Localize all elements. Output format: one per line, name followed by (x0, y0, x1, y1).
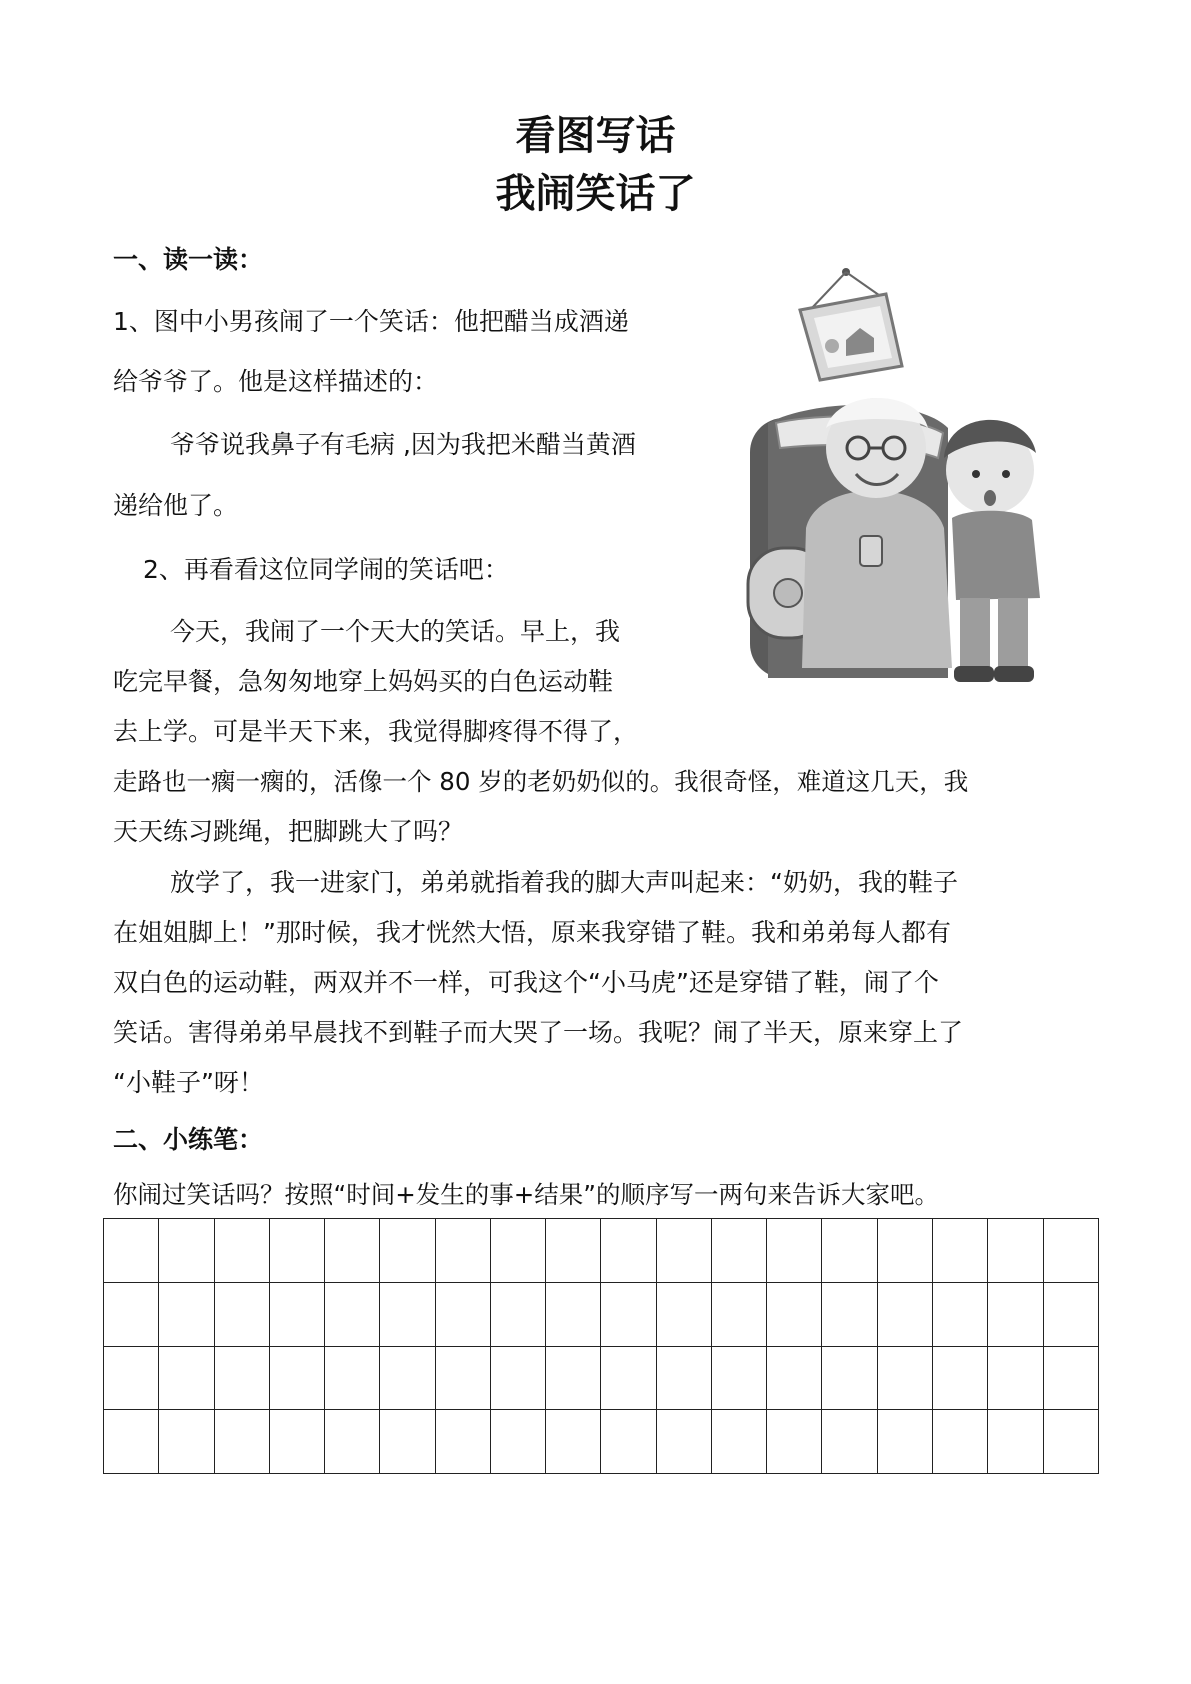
grid-cell[interactable] (822, 1410, 877, 1474)
grid-cell[interactable] (767, 1346, 822, 1410)
grid-cell[interactable] (822, 1219, 877, 1283)
story-line: 双白色的运动鞋，两双并不一样，可我这个“小马虎”还是穿错了鞋，闹了个 (113, 968, 939, 997)
grid-cell[interactable] (767, 1219, 822, 1283)
story-line: 吃完早餐，急匆匆地穿上妈妈买的白色运动鞋 (113, 667, 614, 696)
grid-cell[interactable] (380, 1410, 435, 1474)
grid-cell[interactable] (380, 1346, 435, 1410)
grid-cell[interactable] (601, 1219, 656, 1283)
grid-cell[interactable] (104, 1410, 159, 1474)
section-heading-practice: 二、小练笔： (113, 1125, 264, 1154)
grid-cell[interactable] (104, 1282, 159, 1346)
grid-row (104, 1410, 1099, 1474)
grid-cell[interactable] (601, 1282, 656, 1346)
grid-cell[interactable] (490, 1346, 545, 1410)
grid-cell[interactable] (546, 1346, 601, 1410)
grid-cell[interactable] (988, 1219, 1043, 1283)
grid-cell[interactable] (490, 1410, 545, 1474)
grid-cell[interactable] (877, 1410, 932, 1474)
grid-cell[interactable] (822, 1346, 877, 1410)
boy-icon (944, 420, 1040, 682)
story-line: “小鞋子”呀！ (113, 1068, 264, 1097)
grid-cell[interactable] (1043, 1282, 1098, 1346)
grid-cell[interactable] (877, 1219, 932, 1283)
grid-cell[interactable] (214, 1282, 269, 1346)
grid-cell[interactable] (380, 1219, 435, 1283)
grid-row (104, 1346, 1099, 1410)
practice-prompt: 你闹过笑话吗？按照“时间+发生的事+结果”的顺序写一两句来告诉大家吧。 (113, 1180, 939, 1209)
grid-cell[interactable] (711, 1410, 766, 1474)
grid-cell[interactable] (988, 1346, 1043, 1410)
grid-cell[interactable] (1043, 1410, 1098, 1474)
grid-cell[interactable] (601, 1410, 656, 1474)
picture-frame-icon (800, 268, 902, 380)
grid-cell[interactable] (104, 1346, 159, 1410)
quote-line: 爷爷说我鼻子有毛病 ,因为我把米醋当黄酒 (170, 430, 636, 459)
grid-cell[interactable] (159, 1219, 214, 1283)
grid-cell[interactable] (877, 1282, 932, 1346)
grid-cell[interactable] (932, 1282, 987, 1346)
grid-cell[interactable] (214, 1219, 269, 1283)
grid-cell[interactable] (104, 1219, 159, 1283)
story-line: 天天练习跳绳，把脚跳大了吗？ (113, 817, 464, 846)
story-line: 笑话。害得弟弟早晨找不到鞋子而大哭了一场。我呢？闹了半天，原来穿上了 (113, 1018, 964, 1047)
grid-row (104, 1282, 1099, 1346)
grid-cell[interactable] (656, 1346, 711, 1410)
grid-cell[interactable] (988, 1410, 1043, 1474)
grid-row (104, 1219, 1099, 1283)
grid-cell[interactable] (269, 1282, 324, 1346)
grid-cell[interactable] (656, 1410, 711, 1474)
grid-cell[interactable] (877, 1346, 932, 1410)
grid-cell[interactable] (711, 1346, 766, 1410)
grid-cell[interactable] (325, 1219, 380, 1283)
grid-cell[interactable] (490, 1219, 545, 1283)
grid-cell[interactable] (435, 1346, 490, 1410)
story-line: 今天，我闹了一个天大的笑话。早上，我 (170, 617, 621, 646)
grid-cell[interactable] (435, 1282, 490, 1346)
grid-cell[interactable] (767, 1410, 822, 1474)
grid-cell[interactable] (822, 1282, 877, 1346)
item1-line: 给爷爷了。他是这样描述的： (113, 367, 439, 396)
grid-cell[interactable] (159, 1410, 214, 1474)
grid-cell[interactable] (490, 1282, 545, 1346)
grid-cell[interactable] (1043, 1219, 1098, 1283)
grid-cell[interactable] (546, 1410, 601, 1474)
quote-line: 递给他了。 (113, 491, 239, 520)
writing-grid[interactable] (103, 1218, 1099, 1474)
grid-cell[interactable] (546, 1219, 601, 1283)
grid-cell[interactable] (546, 1282, 601, 1346)
grid-cell[interactable] (435, 1219, 490, 1283)
story-line: 放学了，我一进家门，弟弟就指着我的脚大声叫起来：“奶奶，我的鞋子 (170, 868, 958, 897)
grid-cell[interactable] (159, 1346, 214, 1410)
grid-cell[interactable] (656, 1282, 711, 1346)
grid-cell[interactable] (269, 1219, 324, 1283)
worksheet-subtitle: 我闹笑话了 (495, 171, 696, 217)
grid-cell[interactable] (269, 1346, 324, 1410)
grid-cell[interactable] (269, 1410, 324, 1474)
grid-cell[interactable] (214, 1410, 269, 1474)
item2-line: 2、再看看这位同学闹的笑话吧： (143, 555, 509, 584)
grid-cell[interactable] (767, 1282, 822, 1346)
grid-cell[interactable] (988, 1282, 1043, 1346)
grid-cell[interactable] (325, 1410, 380, 1474)
grid-cell[interactable] (932, 1346, 987, 1410)
section-heading-read: 一、读一读： (113, 245, 264, 274)
grid-cell[interactable] (435, 1410, 490, 1474)
story-line: 在姐姐脚上！”那时候，我才恍然大悟，原来我穿错了鞋。我和弟弟每人都有 (113, 918, 951, 947)
grid-cell[interactable] (325, 1346, 380, 1410)
item1-line: 1、图中小男孩闹了一个笑话：他把醋当成酒递 (113, 307, 629, 336)
grid-cell[interactable] (932, 1410, 987, 1474)
illustration-grandpa-and-boy (728, 248, 1098, 718)
grid-cell[interactable] (656, 1219, 711, 1283)
story-line: 走路也一瘸一瘸的，活像一个 80 岁的老奶奶似的。我很奇怪，难道这几天，我 (113, 767, 969, 796)
grid-cell[interactable] (711, 1282, 766, 1346)
grid-cell[interactable] (711, 1219, 766, 1283)
grid-cell[interactable] (380, 1282, 435, 1346)
grid-cell[interactable] (601, 1346, 656, 1410)
grid-cell[interactable] (932, 1219, 987, 1283)
worksheet-title: 看图写话 (515, 113, 676, 159)
grid-cell[interactable] (325, 1282, 380, 1346)
grid-cell[interactable] (1043, 1346, 1098, 1410)
grid-cell[interactable] (214, 1346, 269, 1410)
grid-cell[interactable] (159, 1282, 214, 1346)
story-line: 去上学。可是半天下来，我觉得脚疼得不得了， (113, 717, 639, 746)
